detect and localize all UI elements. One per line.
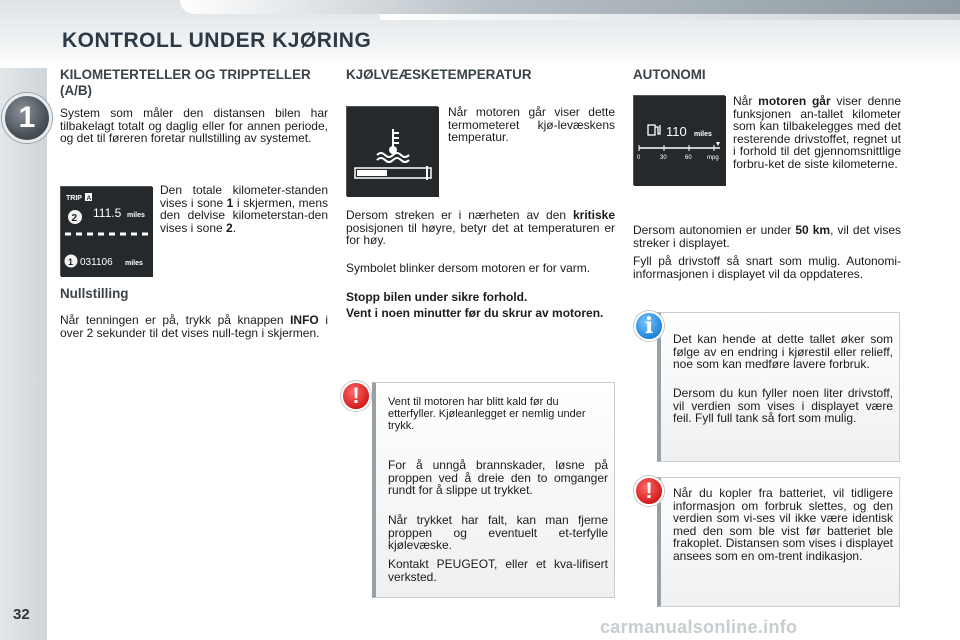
odometer-description: System som måler den distansen bilen har tilbakelagt totalt og daglig eller for annen periode, og det til føreren foretar nullstilling av systemet.	[60, 106, 328, 146]
page-title: KONTROLL UNDER KJØRING	[62, 29, 372, 52]
coolant-warning-text-4: Kontakt PEUGEOT, eller et kva-lifisert verksted.	[388, 557, 608, 584]
scale-unit: mpg	[707, 155, 719, 161]
scale-tick-30: 30	[660, 155, 667, 161]
range-value: 110	[666, 124, 687, 139]
warning-icon: !	[634, 476, 664, 506]
range-display-image	[633, 95, 725, 185]
coolant-warning-text-2: For å unngå brannskader, løsne på proppen ved å dreie den to omganger rundt for å slippe ut trykket.	[388, 458, 608, 498]
range-low-description: Dersom autonomien er under 50 km, vil det vises streker i displayet.	[633, 223, 901, 250]
battery-warning-text: Når du kopler fra batteriet, vil tidligere informasjon om forbruk slettes, og den verdien som vi-ses vil ikke være identisk med den som ble vist før batteriet ble frakoplet. Distansen som vises i displayet ansees som en om-trent indikasjon.	[673, 486, 893, 563]
coolant-blink-description: Symbolet blinker dersom motoren er for varm.	[346, 261, 591, 275]
trip-display-graphic	[61, 187, 153, 277]
warning-icon: !	[341, 381, 371, 411]
range-info-text-2: Dersom du kun fyller noen liter drivstoff, vil verdien som vises i displayet være feil. Fyll full tank så fort som mulig.	[673, 386, 893, 426]
zone-1-marker: 1	[68, 257, 74, 267]
range-unit: miles	[694, 131, 712, 138]
coolant-warning-text-3: Når trykket har falt, kan man fjerne proppen og eventuelt et-terfylle kjølevæske.	[388, 513, 608, 553]
header-stripe	[180, 0, 960, 14]
zone-2-marker: 2	[71, 213, 78, 224]
range-refuel-description: Fyll på drivstoff så snart som mulig. Autonomi-informasjonen i displayet vil da oppdateres.	[633, 254, 901, 281]
section-title-reset: Nullstilling	[60, 286, 129, 301]
trip-letter: A	[86, 194, 92, 202]
chapter-badge: 1	[2, 93, 52, 143]
left-rail	[0, 68, 47, 640]
range-info-text-1: Det kan hende at dette tallet øker som følge av en endring i kjørestil eller relieff, noe som kan medføre lavere forbruk.	[673, 332, 893, 372]
coolant-critical-description: Dersom streken er i nærheten av den kritiske posisjonen til høyre, betyr det at temperaturen er for høy.	[346, 208, 615, 248]
header-stripe-secondary	[380, 14, 960, 20]
watermark: carmanualsonline.info	[600, 617, 798, 637]
scale-tick-60: 60	[685, 155, 692, 161]
coolant-intro: Når motoren går viser dette termometeret kjø-levæskens temperatur.	[448, 105, 615, 145]
odometer-unit: miles	[125, 260, 143, 267]
section-title-range: AUTONOMI	[633, 67, 706, 82]
section-title-odometer: KILOMETERTELLER OG TRIPPTELLER (A/B)	[60, 67, 311, 98]
range-display-graphic	[634, 96, 726, 186]
odometer-zones-description: Den totale kilometer-standen vises i sone 1 i skjermen, mens den delvise kilometerstan-den vises i sone 2.	[160, 183, 328, 235]
odometer-value: 031106	[80, 257, 113, 268]
coolant-wait-instruction: Vent i noen minutter før du skrur av motoren.	[346, 306, 604, 320]
page-number: 32	[13, 606, 30, 623]
section-title-coolant: KJØLVEÆSKETEMPERATUR	[346, 67, 532, 82]
trip-value: 111.5	[93, 206, 122, 220]
scale-tick-0: 0	[637, 155, 641, 161]
coolant-display-image	[346, 106, 438, 196]
coolant-warning-text-1: Vent til motoren har blitt kald før du etterfyller. Kjøleanlegget er nemlig under trykk.	[388, 396, 586, 432]
trip-display-image	[60, 186, 152, 276]
trip-label: TRIP	[66, 195, 82, 202]
reset-description: Når tenningen er på, trykk på knappen INFO i over 2 sekunder til det vises null-tegn i skjermen.	[60, 313, 328, 340]
trip-unit: miles	[127, 212, 145, 219]
info-icon: i	[634, 311, 664, 341]
range-description: Når motoren går viser denne funksjonen an-tallet kilometer som kan tilbakelegges med det resterende drivstoffet, regnet ut i forhold til det gjennomsnittlige forbru-ket de siste kilometerne.	[733, 94, 901, 171]
coolant-gauge-graphic	[347, 107, 439, 197]
coolant-stop-instruction: Stopp bilen under sikre forhold.	[346, 290, 528, 304]
